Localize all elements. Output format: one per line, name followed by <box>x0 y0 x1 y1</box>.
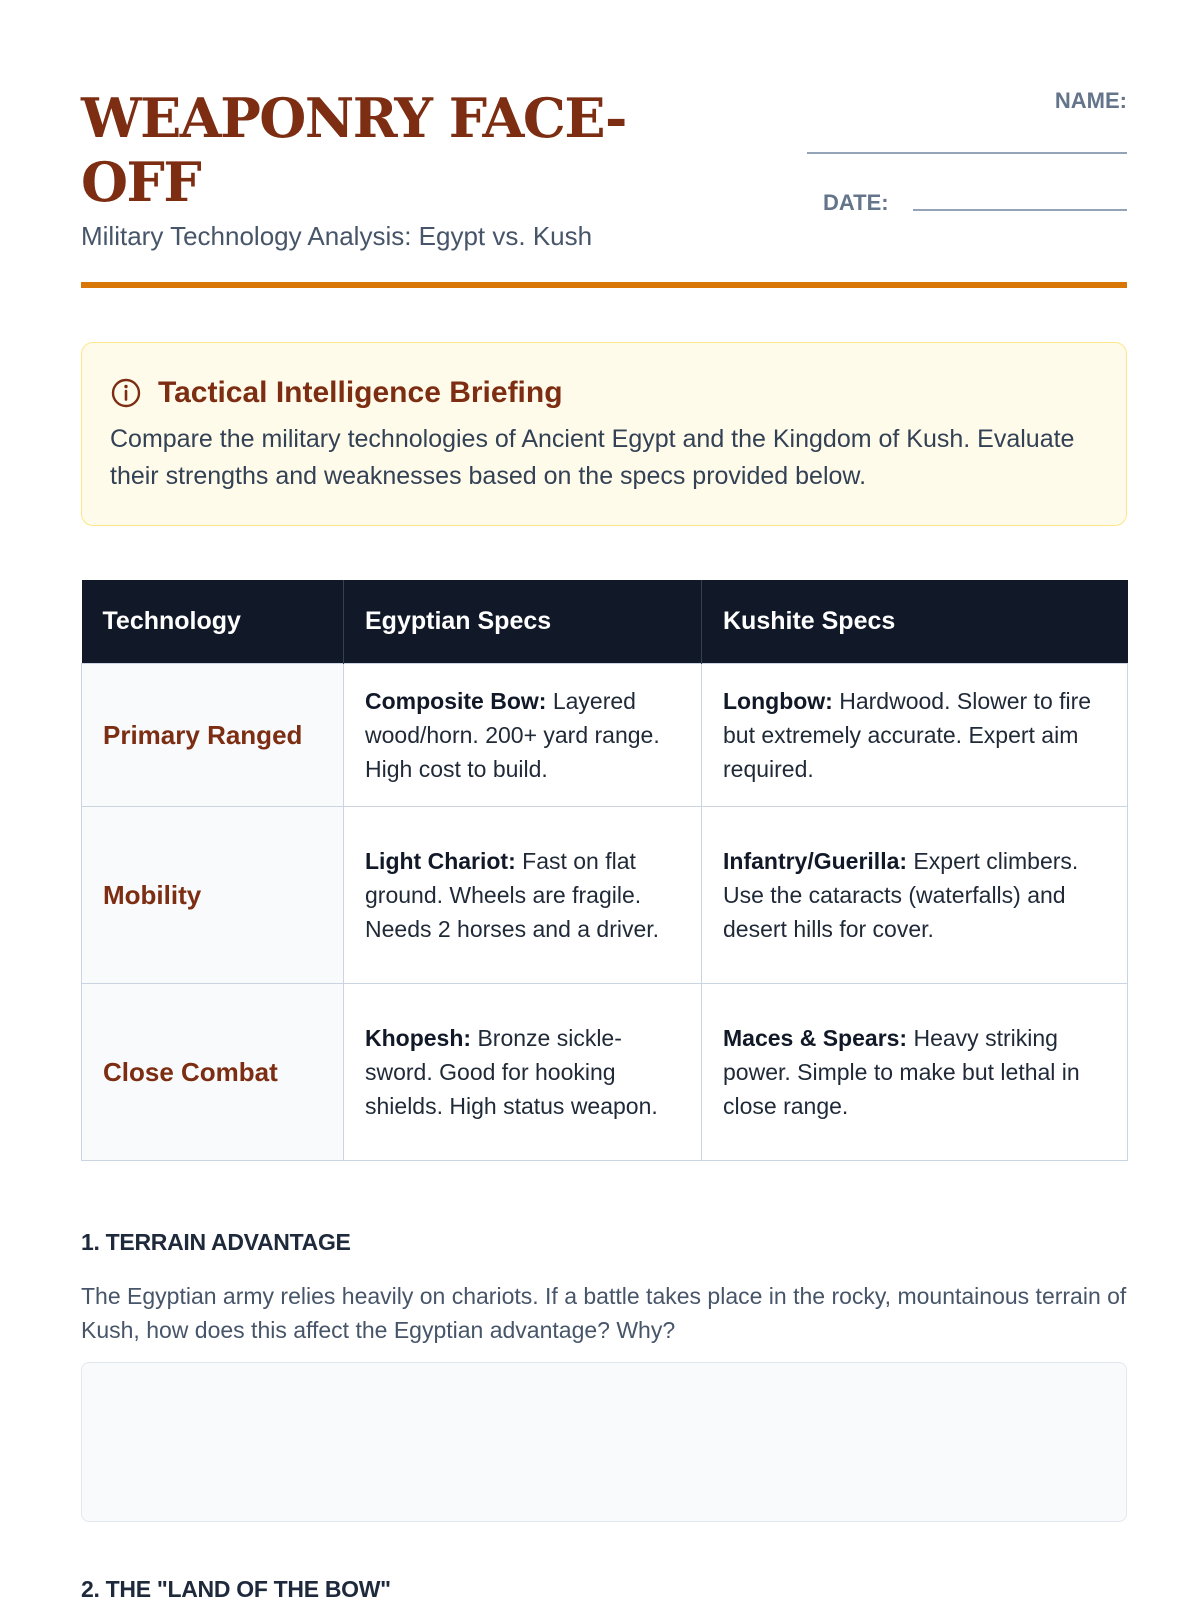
technology-cell: Primary Ranged <box>82 664 344 807</box>
name-label: NAME: <box>1054 88 1127 113</box>
egyptian-spec-cell <box>344 984 702 1161</box>
briefing-header <box>110 373 1098 413</box>
spec-description: Expert climbers. Use the cataracts (waterfalls) and desert hills for cover. <box>723 848 1079 942</box>
spec-name: Composite Bow: <box>365 688 547 714</box>
kushite-spec-cell <box>702 664 1128 807</box>
table-row <box>82 664 1128 807</box>
spec-description: Bronze sickle-sword. Good for hooking shields. High status weapon. <box>365 1025 658 1119</box>
info-circle-icon <box>110 377 142 409</box>
spec-name: Maces & Spears: <box>723 1025 908 1051</box>
spec-description: Hardwood. Slower to fire but extremely accurate. Expert aim required. <box>723 688 1092 782</box>
briefing-box <box>81 342 1127 526</box>
column-header-kushite-specs: Kushite Specs <box>702 580 1128 664</box>
kushite-spec-cell <box>702 984 1128 1161</box>
kushite-spec-cell <box>702 807 1128 984</box>
date-field[interactable] <box>913 209 1127 211</box>
specs-table <box>81 580 1128 1161</box>
question-2-title: 2. THE "LAND OF THE BOW" <box>81 1576 391 1602</box>
technology-cell: Mobility <box>82 807 344 984</box>
page-title: WEAPONRY FACE-OFF <box>81 86 626 214</box>
column-header-technology: Technology <box>82 580 344 664</box>
spec-name: Infantry/Guerilla: <box>723 848 908 874</box>
page-subtitle: Military Technology Analysis: Egypt vs. Kush <box>81 221 593 251</box>
spec-name: Longbow: <box>723 688 833 714</box>
question-1-answer-box[interactable] <box>81 1362 1127 1522</box>
worksheet-header <box>81 0 1127 290</box>
egyptian-spec-cell <box>344 807 702 984</box>
spec-name: Light Chariot: <box>365 848 516 874</box>
briefing-title: Tactical Intelligence Briefing <box>158 376 563 409</box>
spec-description: Heavy striking power. Simple to make but lethal in close range. <box>723 1025 1080 1119</box>
question-1-text: The Egyptian army relies heavily on chariots. If a battle takes place in the rocky, mountainous terrain of Kush, how does this affect the Egyptian advantage? Why? <box>81 1283 1127 1343</box>
technology-cell: Close Combat <box>82 984 344 1161</box>
spec-name: Khopesh: <box>365 1025 472 1051</box>
header-divider <box>81 282 1127 288</box>
spec-description: Fast on flat ground. Wheels are fragile. Needs 2 horses and a driver. <box>365 848 660 942</box>
date-label: DATE: <box>823 190 889 215</box>
table-header-row <box>82 580 1128 664</box>
table-row <box>82 807 1128 984</box>
table-row <box>82 984 1128 1161</box>
worksheet-page <box>81 0 1127 1602</box>
question-1-title: 1. TERRAIN ADVANTAGE <box>81 1229 351 1255</box>
name-field[interactable] <box>807 152 1127 154</box>
column-header-egyptian-specs: Egyptian Specs <box>344 580 702 664</box>
egyptian-spec-cell <box>344 664 702 807</box>
spec-description: Layered wood/horn. 200+ yard range. High cost to build. <box>365 688 660 782</box>
briefing-text: Compare the military technologies of Ancient Egypt and the Kingdom of Kush. Evaluate their strengths and weaknesses based on the specs provided below. <box>110 425 1075 490</box>
